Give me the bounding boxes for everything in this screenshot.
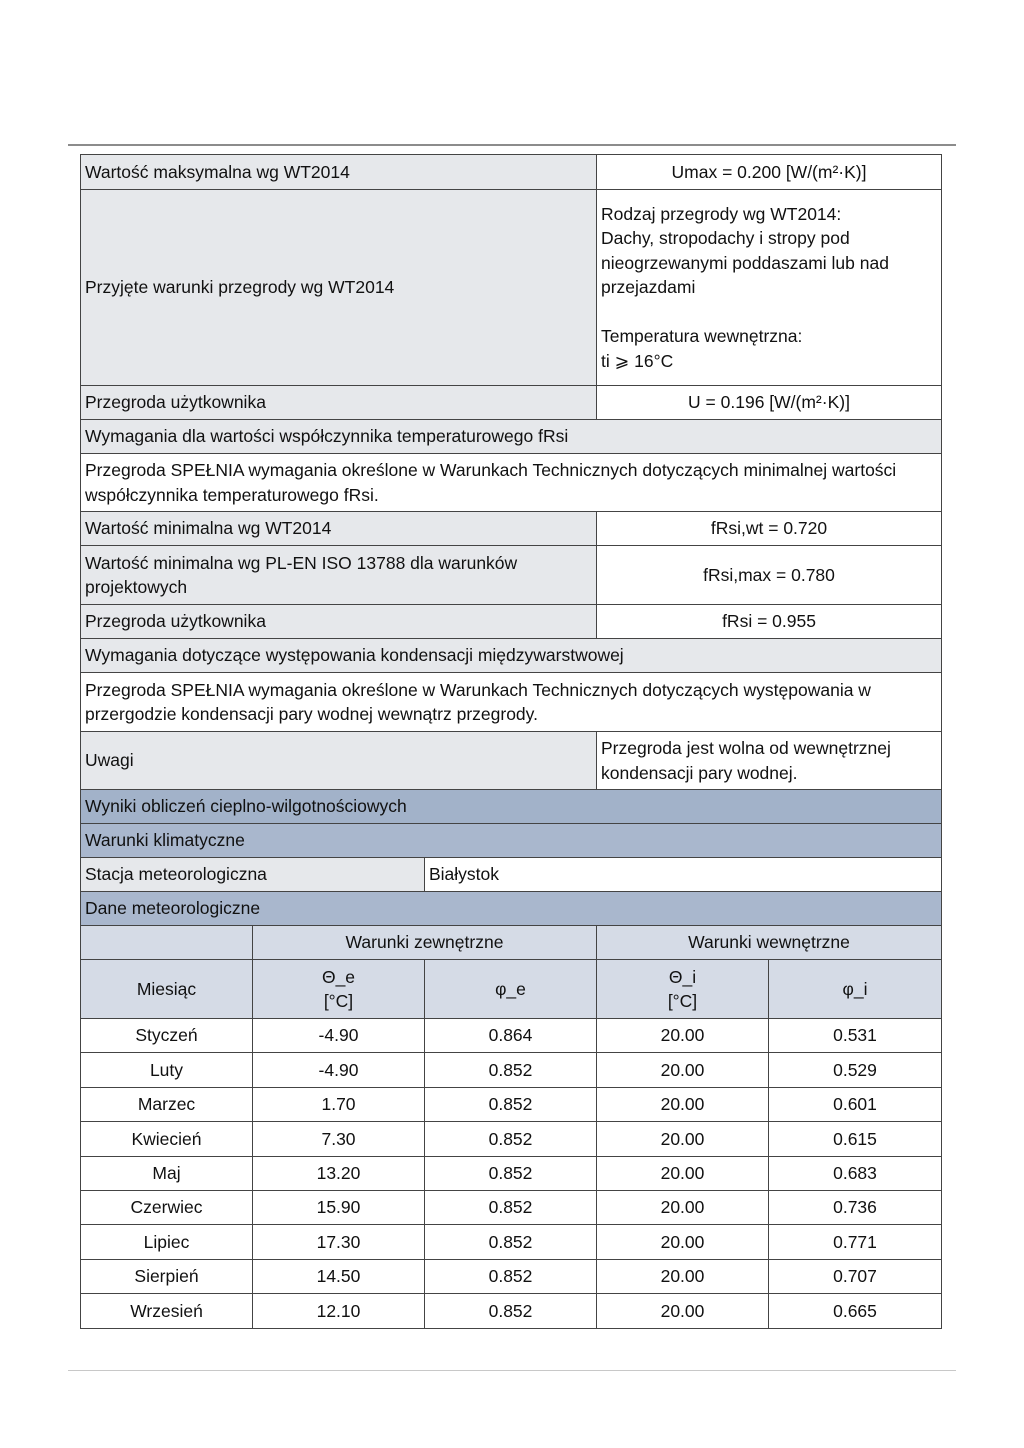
condensation-statement-row (81, 673, 942, 732)
frsi-statement-row (81, 454, 942, 512)
umax-label: Wartość maksymalna wg WT2014 (81, 155, 597, 190)
meteo-cell-phi-e: 0.852 (425, 1122, 597, 1156)
table-row (81, 1122, 942, 1156)
meteo-cell-month: Luty (81, 1053, 253, 1087)
meteo-cell-phi-e: 0.852 (425, 1294, 597, 1328)
meteo-cell-theta-i: 20.00 (597, 1019, 769, 1053)
external-conditions-header: Warunki zewnętrzne (253, 926, 597, 960)
table-row (81, 1259, 942, 1293)
theta-i-column-header: Θ_i [°C] (597, 960, 769, 1019)
table-row (81, 1190, 942, 1224)
meteo-cell-phi-e: 0.852 (425, 1053, 597, 1087)
phi-i-column-header: φ_i (769, 960, 942, 1019)
meteo-cell-month: Kwiecień (81, 1122, 253, 1156)
meteo-cell-phi-i: 0.771 (769, 1225, 942, 1259)
partition-type-title: Rodzaj przegrody wg WT2014: (601, 203, 842, 224)
meteo-column-header-row (81, 960, 942, 1019)
partition-type-value: Dachy, stropodachy i stropy pod nieogrzewanymi poddaszami lub nad przejazdami (601, 228, 889, 298)
meteo-cell-phi-i: 0.736 (769, 1190, 942, 1224)
frsi-max-label: Wartość minimalna wg PL-EN ISO 13788 dla warunków projektowych (81, 546, 597, 605)
frsi-max-value: fRsi,max = 0.780 (597, 546, 942, 605)
conditions-label: Przyjęte warunki przegrody wg WT2014 (81, 190, 597, 386)
condensation-statement: Przegroda SPEŁNIA wymagania określone w Warunkach Technicznych dotyczących występowania w przergodzie kondensacji pary wodnej wewnątrz przegrody. (81, 673, 942, 732)
conditions-row (81, 190, 942, 386)
meteo-cell-month: Sierpień (81, 1259, 253, 1293)
meteo-cell-month: Styczeń (81, 1019, 253, 1053)
meteo-cell-theta-i: 20.00 (597, 1225, 769, 1259)
meteo-cell-theta-i: 20.00 (597, 1259, 769, 1293)
umax-value: Umax = 0.200 [W/(m²·K)] (597, 155, 942, 190)
meteo-cell-theta-e: 17.30 (253, 1225, 425, 1259)
meteo-cell-theta-i: 20.00 (597, 1122, 769, 1156)
table-row (81, 1225, 942, 1259)
table-row (81, 1019, 942, 1053)
station-value: Białystok (425, 858, 942, 892)
user-u-label: Przegroda użytkownika (81, 386, 597, 420)
bottom-divider (68, 1370, 956, 1371)
climate-header: Warunki klimatyczne (81, 824, 942, 858)
meteo-cell-month: Wrzesień (81, 1294, 253, 1328)
meteo-cell-theta-e: -4.90 (253, 1019, 425, 1053)
frsi-user-row (81, 605, 942, 639)
frsi-user-value: fRsi = 0.955 (597, 605, 942, 639)
condensation-header: Wymagania dotyczące występowania kondensacji międzywarstwowej (81, 639, 942, 673)
remarks-row (81, 732, 942, 790)
meteo-cell-theta-i: 20.00 (597, 1190, 769, 1224)
results-header-row (81, 790, 942, 824)
meteo-cell-phi-i: 0.531 (769, 1019, 942, 1053)
meteo-cell-month: Maj (81, 1156, 253, 1190)
meteo-cell-phi-e: 0.852 (425, 1156, 597, 1190)
table-row (81, 1156, 942, 1190)
month-column-header: Miesiąc (81, 960, 253, 1019)
frsi-header: Wymagania dla wartości współczynnika temperaturowego fRsi (81, 420, 942, 454)
frsi-user-label: Przegroda użytkownika (81, 605, 597, 639)
internal-conditions-header: Warunki wewnętrzne (597, 926, 942, 960)
meteo-cell-theta-e: 15.90 (253, 1190, 425, 1224)
frsi-max-row (81, 546, 942, 605)
meteo-cell-theta-i: 20.00 (597, 1156, 769, 1190)
meteo-header: Dane meteorologiczne (81, 892, 942, 926)
meteo-rows (81, 1019, 942, 1329)
meteo-cell-theta-i: 20.00 (597, 1053, 769, 1087)
meteo-cell-theta-e: 14.50 (253, 1259, 425, 1293)
meteo-cell-phi-i: 0.683 (769, 1156, 942, 1190)
meteo-cell-month: Marzec (81, 1087, 253, 1121)
meteo-cell-theta-i: 20.00 (597, 1087, 769, 1121)
frsi-header-row (81, 420, 942, 454)
climate-header-row (81, 824, 942, 858)
meteo-cell-theta-e: 7.30 (253, 1122, 425, 1156)
phi-e-column-header: φ_e (425, 960, 597, 1019)
frsi-wt-label: Wartość minimalna wg WT2014 (81, 512, 597, 546)
remarks-label: Uwagi (81, 732, 597, 790)
meteo-cell-theta-e: 1.70 (253, 1087, 425, 1121)
meteo-cell-phi-e: 0.852 (425, 1190, 597, 1224)
umax-row (81, 155, 942, 190)
meteo-cell-theta-e: 13.20 (253, 1156, 425, 1190)
table-row (81, 1053, 942, 1087)
user-u-row (81, 386, 942, 420)
meteo-cell-phi-i: 0.529 (769, 1053, 942, 1087)
table-row (81, 1294, 942, 1328)
conditions-value (597, 190, 942, 386)
internal-temp-value: ti ⩾ 16°C (601, 350, 674, 371)
frsi-statement: Przegroda SPEŁNIA wymagania określone w Warunkach Technicznych dotyczących minimalnej wartości współczynnika temperaturowego fRsi. (81, 454, 942, 512)
table-row (81, 1087, 942, 1121)
station-label: Stacja meteorologiczna (81, 858, 425, 892)
meteo-cell-theta-i: 20.00 (597, 1294, 769, 1328)
frsi-wt-row (81, 512, 942, 546)
meteo-cell-phi-e: 0.864 (425, 1019, 597, 1053)
meteo-cell-month: Czerwiec (81, 1190, 253, 1224)
station-row (81, 858, 942, 892)
meteo-cell-phi-e: 0.852 (425, 1225, 597, 1259)
meteo-cell-theta-e: -4.90 (253, 1053, 425, 1087)
meteo-cell-phi-i: 0.601 (769, 1087, 942, 1121)
frsi-wt-value: fRsi,wt = 0.720 (597, 512, 942, 546)
meteo-cell-phi-i: 0.707 (769, 1259, 942, 1293)
user-u-value: U = 0.196 [W/(m²·K)] (597, 386, 942, 420)
report-table (80, 154, 942, 1329)
meteo-header-row (81, 892, 942, 926)
condensation-header-row (81, 639, 942, 673)
meteo-cell-phi-i: 0.665 (769, 1294, 942, 1328)
top-divider (68, 144, 956, 146)
internal-temp-title: Temperatura wewnętrzna: (601, 326, 803, 347)
meteo-cell-phi-e: 0.852 (425, 1087, 597, 1121)
meteo-cell-phi-e: 0.852 (425, 1259, 597, 1293)
meteo-cell-month: Lipiec (81, 1225, 253, 1259)
meteo-cell-phi-i: 0.615 (769, 1122, 942, 1156)
theta-e-column-header: Θ_e [°C] (253, 960, 425, 1019)
meteo-cell-theta-e: 12.10 (253, 1294, 425, 1328)
meteo-corner-cell (81, 926, 253, 960)
results-header: Wyniki obliczeń cieplno-wilgotnościowych (81, 790, 942, 824)
remarks-value: Przegroda jest wolna od wewnętrznej kondensacji pary wodnej. (597, 732, 942, 790)
meteo-group-header-row (81, 926, 942, 960)
